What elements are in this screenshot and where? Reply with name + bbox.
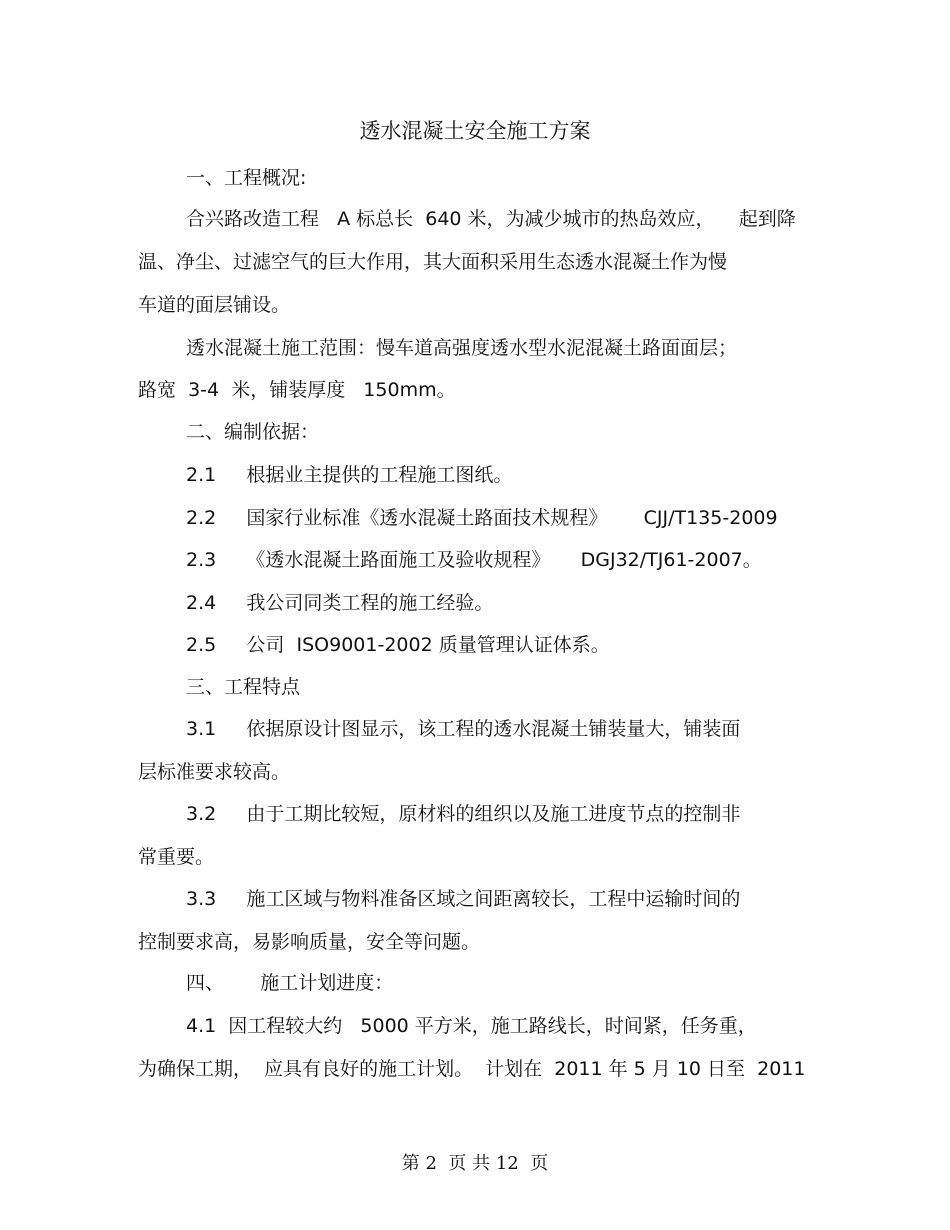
document-title: 透水混凝土安全施工方案 xyxy=(359,119,591,143)
list-item: 2.5 公司 ISO9001-2002 质量管理认证体系。 xyxy=(186,634,610,656)
paragraph-line: 层标准要求较高。 xyxy=(138,761,291,783)
section-heading-schedule: 四、 施工计划进度： xyxy=(186,972,394,994)
section-heading-overview: 一、工程概况: xyxy=(186,167,307,189)
section-heading-features: 三、工程特点 xyxy=(186,676,301,698)
paragraph-line: 透水混凝土施工范围：慢车道高强度透水型水泥混凝土路面面层； xyxy=(186,337,738,359)
section-heading-basis: 二、编制依据： xyxy=(186,421,320,443)
page-number-footer: 第 2 页 共 12 页 xyxy=(401,1153,549,1174)
list-item: 3.3 施工区域与物料准备区域之间距离较长，工程中运输时间的 xyxy=(186,888,741,910)
paragraph-line: 车道的面层铺设。 xyxy=(138,294,291,316)
list-item: 2.3 《透水混凝土路面施工及验收规程》 DGJ32/TJ61-2007。 xyxy=(186,549,762,571)
paragraph-line: 路宽 3-4 米，铺装厚度 150mm。 xyxy=(138,379,456,401)
paragraph-line: 温、净尘、过滤空气的巨大作用，其大面积采用生态透水混凝土作为慢 xyxy=(138,251,728,273)
list-item: 4.1 因工程较大约 5000 平方米，施工路线长，时间紧，任务重， xyxy=(186,1015,757,1037)
list-item: 3.2 由于工期比较短，原材料的组织以及施工进度节点的控制非 xyxy=(186,803,741,825)
paragraph-line: 常重要。 xyxy=(138,846,215,868)
list-item: 2.1 根据业主提供的工程施工图纸。 xyxy=(186,464,513,486)
list-item: 2.2 国家行业标准《透水混凝土路面技术规程》 CJJ/T135-2009 xyxy=(186,507,778,529)
paragraph-line: 控制要求高，易影响质量，安全等问题。 xyxy=(138,931,481,953)
paragraph-line: 合兴路改造工程 A 标总长 640 米，为减少城市的热岛效应， 起到降 xyxy=(186,208,796,230)
list-item: 3.1 依据原设计图显示，该工程的透水混凝土铺装量大，铺装面 xyxy=(186,718,741,740)
list-item: 2.4 我公司同类工程的施工经验。 xyxy=(186,592,494,614)
paragraph-line: 为确保工期， 应具有良好的施工计划。 计划在 2011 年 5 月 10 日至 2011 xyxy=(138,1058,806,1080)
